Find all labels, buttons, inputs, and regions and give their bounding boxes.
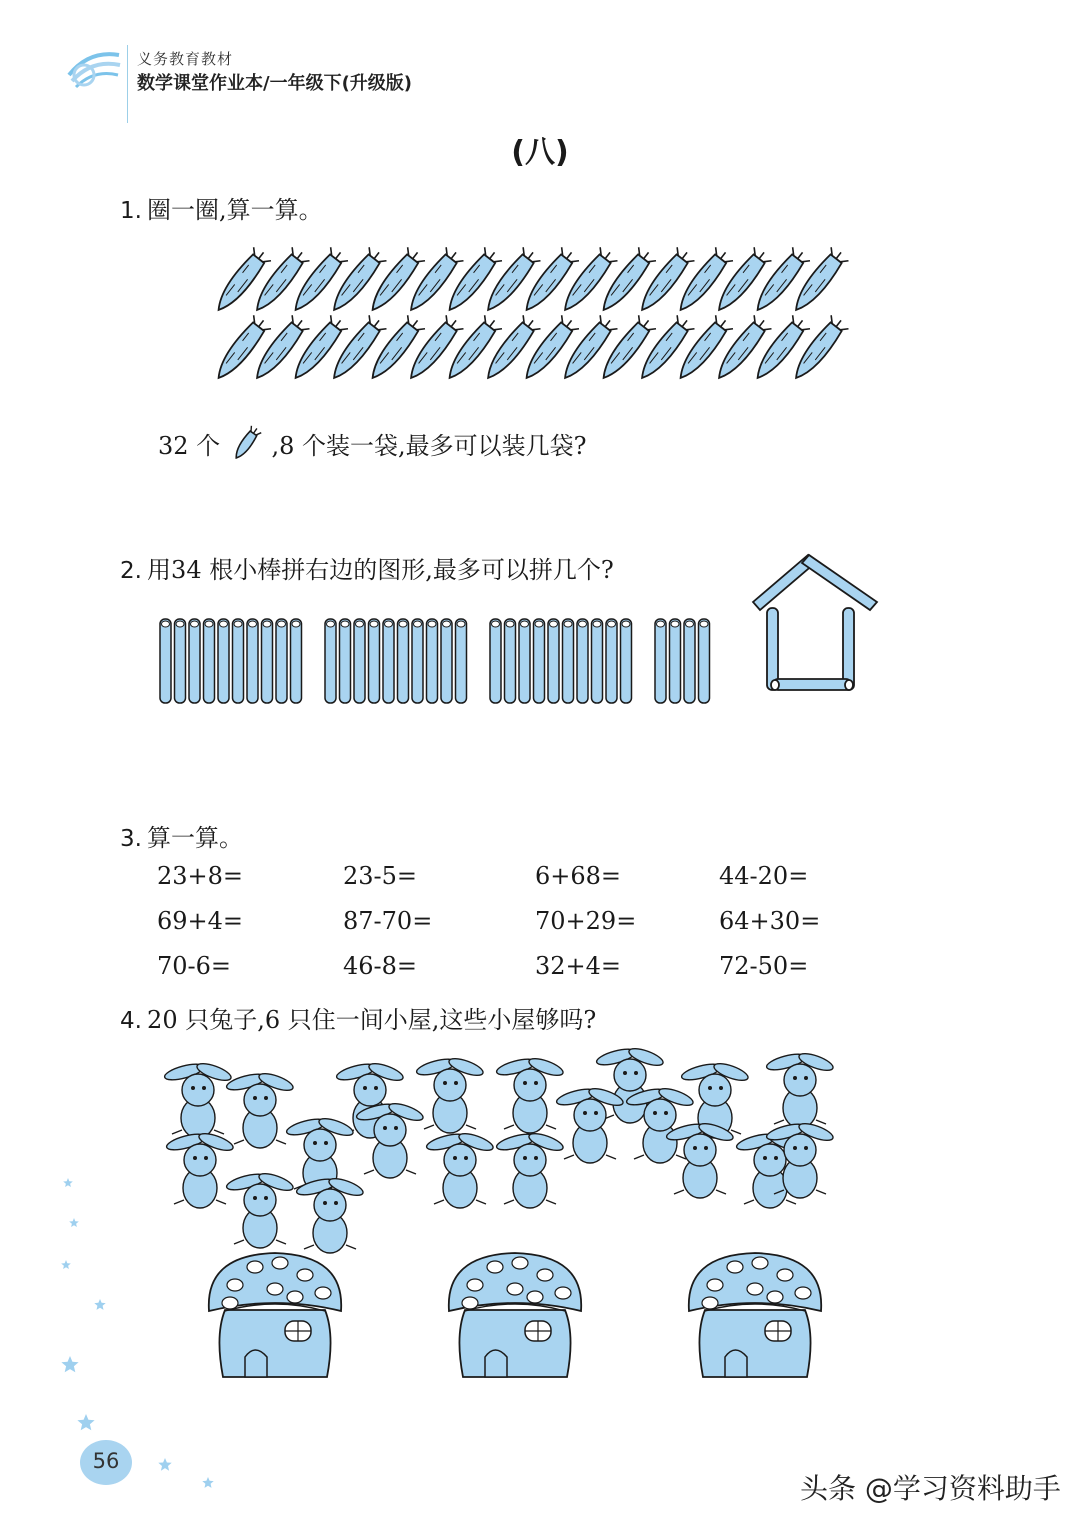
stick [534,619,545,703]
star-icon [202,1477,213,1488]
star-icon [61,1356,78,1372]
rabbit-icon [555,1085,625,1163]
equation: 69+4= [157,907,244,935]
rabbit-icon [295,1175,365,1253]
star-icon [94,1299,105,1310]
page-number: 56 [92,1449,120,1473]
stick [340,619,351,703]
equation: 23+8= [157,862,244,890]
carrot-icon [787,246,849,317]
stick [233,619,244,703]
rabbit-icon [225,1070,295,1148]
stick [577,619,588,703]
mushroom-house-icon [689,1253,821,1377]
stick [175,619,186,703]
question-4 [120,1000,596,1035]
rabbit-icon [495,1130,565,1208]
question-number: 1. [120,198,142,224]
rabbit-icon [425,1130,495,1208]
stick [325,619,336,703]
stick [412,619,423,703]
equation: 87-70= [343,907,433,935]
star-icon [158,1458,171,1471]
question-2 [120,550,614,585]
rabbit-icon [355,1100,425,1178]
question-1 [120,190,323,225]
mushroom-houses [205,1245,865,1385]
stick [369,619,380,703]
swirl-logo-icon [64,45,124,95]
stick [427,619,438,703]
stick [204,619,215,703]
star-icon [63,1178,73,1187]
stick [456,619,467,703]
stick [655,619,666,703]
stick [548,619,559,703]
stick [247,619,258,703]
stick [519,619,530,703]
equation: 72-50= [719,952,809,980]
stick [563,619,574,703]
stick [398,619,409,703]
carrot-grid [212,245,842,385]
rabbit-icon [415,1055,485,1133]
stick [670,619,681,703]
star-icon [69,1218,79,1227]
subquestion-suffix: ,8 个装一袋,最多可以装几袋? [271,432,587,460]
rabbit-icon [495,1055,565,1133]
equation: 23-5= [343,862,418,890]
rabbit-icon [765,1050,835,1128]
equation: 70-6= [157,952,232,980]
carrot-icon [228,424,264,464]
stick [160,619,171,703]
equation: 32+4= [535,952,622,980]
question-text: 圈一圈,算一算。 [147,196,323,224]
watermark: 头条 @学习资料助手 [800,1472,1061,1505]
header-divider [127,45,128,123]
question-1-subquestion [158,426,586,468]
star-icon [61,1260,71,1269]
house-shape-icon [745,550,885,700]
stick [218,619,229,703]
question-3 [120,818,243,853]
rabbit-icon [163,1060,233,1138]
stick-bundles [160,615,720,710]
star-icon [77,1414,94,1430]
equation: 44-20= [719,862,809,890]
stick [262,619,273,703]
stick [383,619,394,703]
equation: 70+29= [535,907,637,935]
question-text: 算一算。 [147,824,244,852]
mushroom-house-icon [449,1253,581,1377]
lesson-title: (八) [511,135,569,170]
rabbit-icon [225,1170,295,1248]
equation: 64+30= [719,907,821,935]
stick [291,619,302,703]
stick [189,619,200,703]
equation: 46-8= [343,952,418,980]
subquestion-prefix: 32 个 [158,432,221,460]
equation: 6+68= [535,862,622,890]
stick [606,619,617,703]
stick [354,619,365,703]
stick [621,619,632,703]
header-series: 义务教育教材 [137,50,234,68]
stick [684,619,695,703]
stick [441,619,452,703]
rabbit-icon [665,1120,735,1198]
stick [592,619,603,703]
question-text: 用34 根小棒拼右边的图形,最多可以拼几个? [147,556,614,584]
question-number: 2. [120,558,142,584]
question-number: 3. [120,826,142,852]
carrot-icon [787,314,849,385]
question-text: 20 只兔子,6 只住一间小屋,这些小屋够吗? [147,1006,597,1034]
question-number: 4. [120,1008,142,1034]
stick [505,619,516,703]
star-decoration [50,1165,230,1505]
rabbit-group [160,1060,860,1260]
stick [490,619,501,703]
header-title: 数学课堂作业本/一年级下(升级版) [137,73,413,94]
stick [276,619,287,703]
stick [699,619,710,703]
